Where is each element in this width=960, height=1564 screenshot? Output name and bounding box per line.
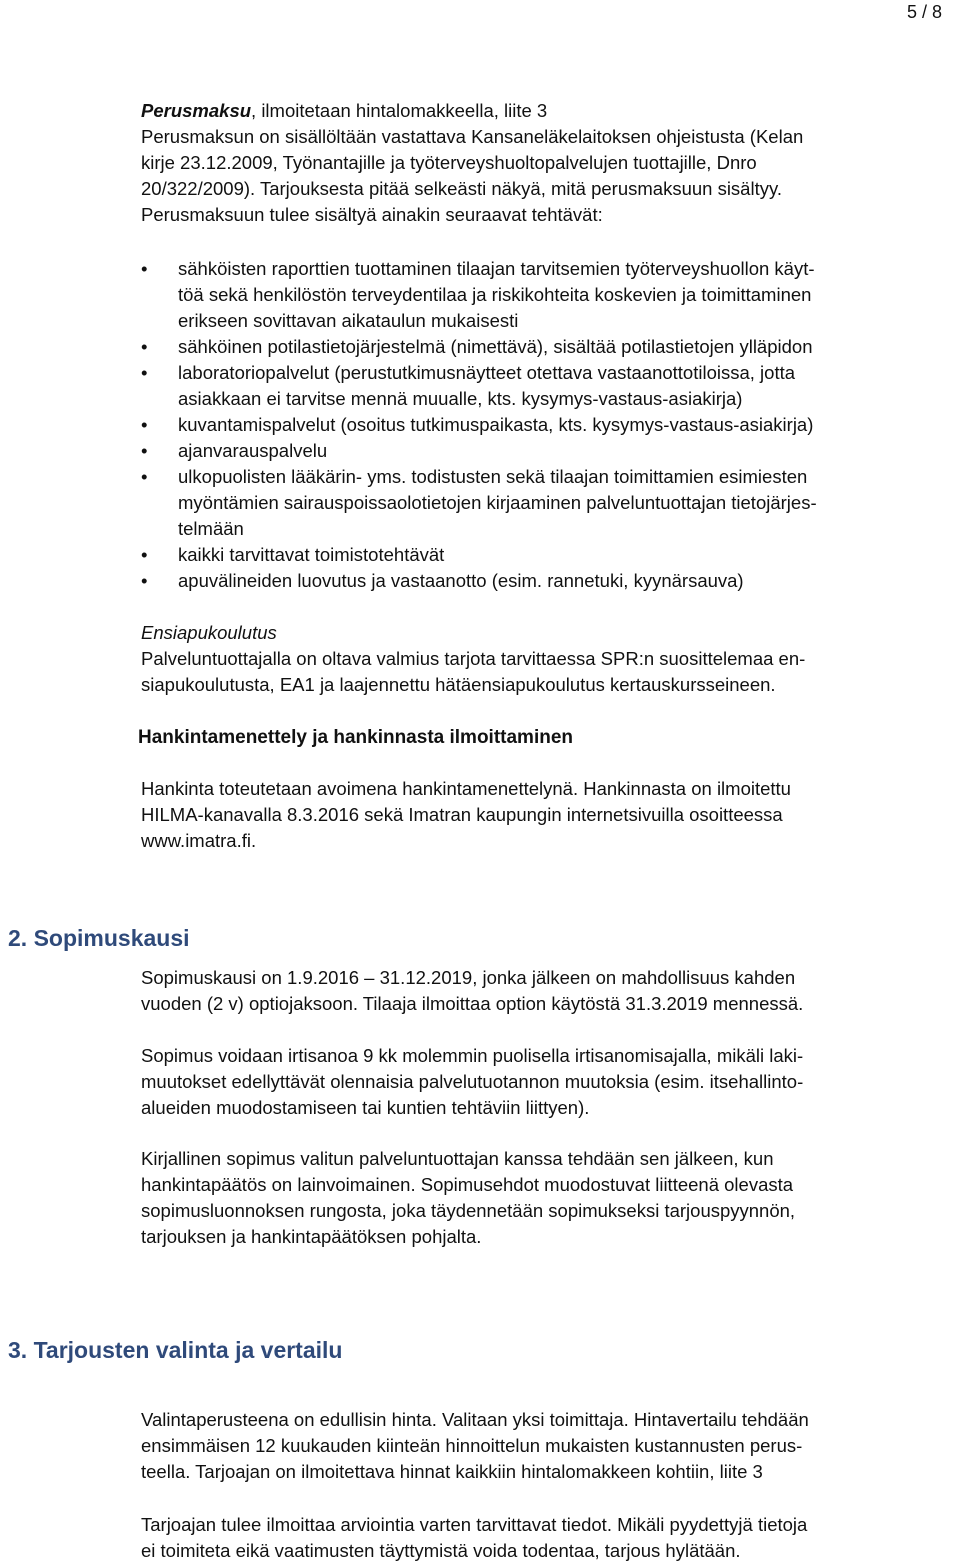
paragraph-line: ensimmäisen 12 kuukauden kiinteän hinnoittelun mukaisten kustannusten perus- xyxy=(141,1435,803,1456)
perusmaksu-line: 20/322/2009). Tarjouksesta pitää selkeästi näkyä, mitä perusmaksuun sisältyy. xyxy=(141,178,782,199)
hankinta-line: HILMA-kanavalla 8.3.2016 sekä Imatran kaupungin internetsivuilla osoitteessa xyxy=(141,804,783,825)
perusmaksu-title: Perusmaksu xyxy=(141,100,252,121)
list-item-text: sähköisten raporttien tuottaminen tilaajan tarvitsemien työterveyshuollon käyt- xyxy=(178,258,815,279)
hankinta-heading: Hankintamenettely ja hankinnasta ilmoittaminen xyxy=(138,727,573,748)
section-3-para-1 xyxy=(141,1407,956,1485)
paragraph-line: teella. Tarjoajan on ilmoitettava hinnat kaikkiin hintalomakkeen kohtiin, liite 3 xyxy=(141,1461,763,1482)
list-item-text: laboratoriopalvelut (perustutkimusnäytteet otettava vastaanottotiloissa, jotta xyxy=(178,362,796,383)
perusmaksu-heading-line xyxy=(141,98,956,124)
perusmaksu-title-suffix: , ilmoitetaan hintalomakkeella, liite 3 xyxy=(251,100,548,121)
ensiapu-section xyxy=(141,620,956,698)
list-item-text: töä sekä henkilöstön terveydentilaa ja riskikohteita koskevien ja toimittaminen xyxy=(178,284,812,305)
list-item xyxy=(141,334,956,360)
list-item-text: asiakkaan ei tarvitse mennä muualle, kts. kysymys-vastaus-asiakirja) xyxy=(178,388,743,409)
paragraph-line: sopimusluonnoksen rungosta, joka täydennetään sopimukseksi tarjouspyynnön, xyxy=(141,1200,796,1221)
paragraph-line: muutokset edellyttävät olennaisia palvelutuotannon muutoksia (esim. itsehallinto- xyxy=(141,1071,804,1092)
paragraph-line: tarjouksen ja hankintapäätöksen pohjalta. xyxy=(141,1226,482,1247)
section-2-para-1 xyxy=(141,965,956,1017)
section-2-para-2 xyxy=(141,1043,956,1121)
ensiapu-line: siapukoulutusta, EA1 ja laajennettu hätäensiapukoulutus kertauskursseineen. xyxy=(141,674,776,695)
list-item-text: erikseen sovittavan aikataulun mukaisesti xyxy=(178,310,519,331)
ensiapu-line: Palveluntuottajalla on oltava valmius tarjota tarvittaessa SPR:n suosittelemaa en- xyxy=(141,648,806,669)
paragraph-line: alueiden muodostamiseen tai kuntien tehtäviin liittyen). xyxy=(141,1097,590,1118)
paragraph-line: vuoden (2 v) optiojaksoon. Tilaaja ilmoittaa option käytöstä 31.3.2019 mennessä. xyxy=(141,993,804,1014)
ensiapu-heading: Ensiapukoulutus xyxy=(141,622,277,643)
paragraph-line: Sopimuskausi on 1.9.2016 – 31.12.2019, jonka jälkeen on mahdollisuus kahden xyxy=(141,967,796,988)
hankinta-section xyxy=(141,776,956,854)
paragraph-line: Sopimus voidaan irtisanoa 9 kk molemmin puolisella irtisanomisajalla, mikäli laki- xyxy=(141,1045,804,1066)
list-item-text: myöntämien sairauspoissaolotietojen kirjaaminen palveluntuottajan tietojärjes- xyxy=(178,492,817,513)
section-3-heading: 3. Tarjousten valinta ja vertailu xyxy=(8,1337,343,1363)
perusmaksu-line: kirje 23.12.2009, Työnantajille ja työterveyshuoltopalvelujen tuottajille, Dnro xyxy=(141,152,757,173)
list-item xyxy=(141,360,956,412)
section-2-para-3 xyxy=(141,1146,956,1250)
paragraph-line: Tarjoajan tulee ilmoittaa arviointia varten tarvittavat tiedot. Mikäli pyydettyjä tietoja xyxy=(141,1514,808,1535)
list-item xyxy=(141,542,956,568)
hankinta-line: www.imatra.fi. xyxy=(141,830,257,851)
list-item-text: telmään xyxy=(178,518,244,539)
list-item-text: kaikki tarvittavat toimistotehtävät xyxy=(178,544,445,565)
list-item xyxy=(141,438,956,464)
perusmaksu-section xyxy=(141,98,956,228)
perusmaksu-line: Perusmaksun on sisällöltään vastattava Kansaneläkelaitoksen ohjeistusta (Kelan xyxy=(141,126,804,147)
list-item-text: sähköinen potilastietojärjestelmä (nimettävä), sisältää potilastietojen ylläpidon xyxy=(178,336,813,357)
paragraph-line: Valintaperusteena on edullisin hinta. Valitaan yksi toimittaja. Hintavertailu tehdään xyxy=(141,1409,809,1430)
paragraph-line: Kirjallinen sopimus valitun palveluntuottajan kanssa tehdään sen jälkeen, kun xyxy=(141,1148,774,1169)
paragraph-line: ei toimiteta eikä vaatimusten täyttymistä voida todentaa, tarjous hylätään. xyxy=(141,1540,741,1561)
list-item xyxy=(141,256,956,334)
section-2-heading: 2. Sopimuskausi xyxy=(8,925,190,951)
list-item xyxy=(141,464,956,542)
perusmaksu-line: Perusmaksuun tulee sisältyä ainakin seuraavat tehtävät: xyxy=(141,204,603,225)
list-item xyxy=(141,568,956,594)
paragraph-line: hankintapäätös on lainvoimainen. Sopimusehdot muodostuvat liitteenä olevasta xyxy=(141,1174,794,1195)
hankinta-line: Hankinta toteutetaan avoimena hankintamenettelynä. Hankinnasta on ilmoitettu xyxy=(141,778,791,799)
list-item-text: kuvantamispalvelut (osoitus tutkimuspaikasta, kts. kysymys-vastaus-asiakirja) xyxy=(178,414,814,435)
page-number: 5 / 8 xyxy=(906,2,942,22)
list-item-text: apuvälineiden luovutus ja vastaanotto (esim. rannetuki, kyynärsauva) xyxy=(178,570,744,591)
list-item xyxy=(141,412,956,438)
tasks-list xyxy=(141,256,956,594)
list-item-text: ajanvarauspalvelu xyxy=(178,440,328,461)
list-item-text: ulkopuolisten lääkärin- yms. todistusten sekä tilaajan toimittamien esimiesten xyxy=(178,466,808,487)
section-3-para-2 xyxy=(141,1512,956,1564)
